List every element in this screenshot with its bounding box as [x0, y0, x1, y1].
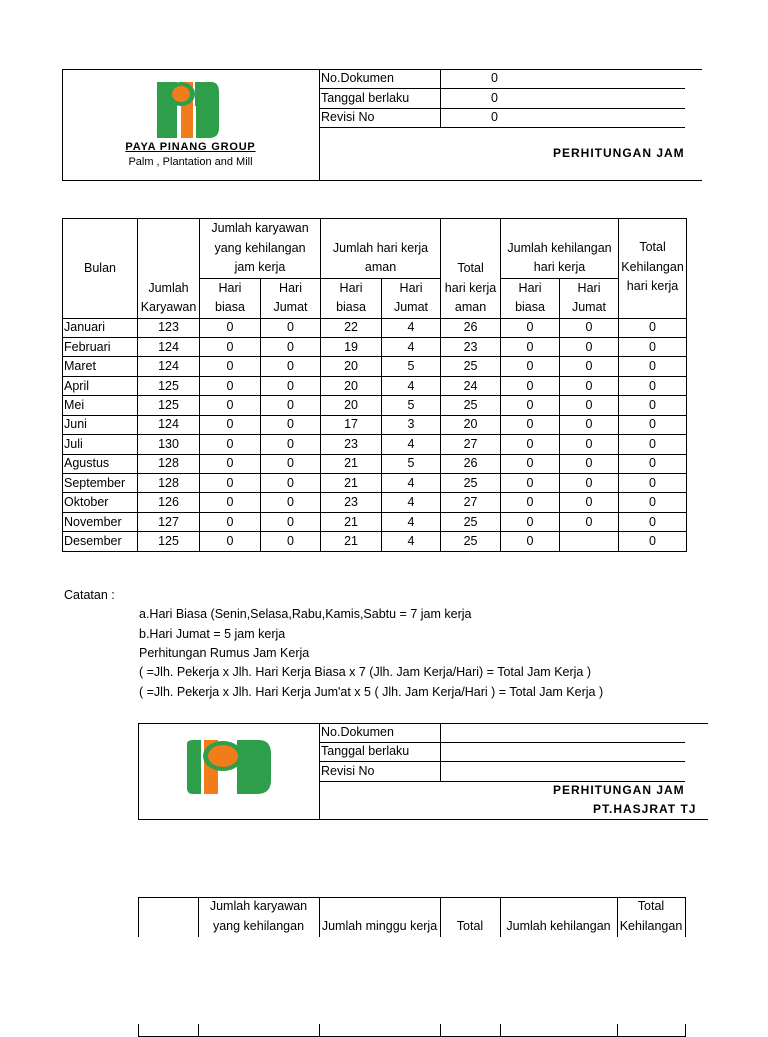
value-cell: 0 [501, 318, 560, 337]
value-cell: 0 [501, 493, 560, 512]
doc-no-value: 0 [491, 71, 498, 85]
value-cell: 0 [619, 357, 687, 376]
value-cell: 27 [441, 493, 501, 512]
company-logo [155, 80, 221, 140]
value-cell: 0 [200, 532, 261, 551]
value-cell: 20 [441, 415, 501, 434]
month-cell: April [63, 376, 138, 395]
value-cell: 0 [560, 318, 619, 337]
col-employees: Jumlah Karyawan [138, 219, 200, 319]
month-cell: Januari [63, 318, 138, 337]
value-cell: 0 [501, 435, 560, 454]
value-cell: 0 [560, 435, 619, 454]
effective-date-label: Tanggal berlaku [321, 91, 410, 105]
sub-hari-biasa: Hari biasa [200, 278, 261, 318]
value-cell: 0 [200, 435, 261, 454]
value-cell: 0 [560, 376, 619, 395]
value-cell: 0 [261, 376, 321, 395]
value-cell: 20 [321, 357, 382, 376]
value-cell: 0 [560, 415, 619, 434]
col-total-lost: Total Kehilangan hari kerja [619, 219, 687, 319]
effective-date-label-2: Tanggal berlaku [321, 744, 410, 758]
table-row [63, 474, 687, 493]
value-cell: 4 [382, 512, 441, 531]
value-cell: 0 [200, 474, 261, 493]
revision-label-2: Revisi No [321, 764, 375, 778]
value-cell: 0 [560, 396, 619, 415]
value-cell: 0 [261, 435, 321, 454]
value-cell: 26 [441, 454, 501, 473]
value-cell: 4 [382, 318, 441, 337]
value-cell: 128 [138, 454, 200, 473]
value-cell: 126 [138, 493, 200, 512]
table-row [63, 376, 687, 395]
value-cell: 0 [619, 415, 687, 434]
month-cell: Juli [63, 435, 138, 454]
note-line-3: Perhitungan Rumus Jam Kerja [139, 646, 310, 660]
company-name: PAYA PINANG GROUP [125, 141, 256, 153]
value-cell: 24 [441, 376, 501, 395]
value-cell: 128 [138, 474, 200, 493]
value-cell: 27 [441, 435, 501, 454]
document-title-2: PERHITUNGAN JAM [553, 783, 685, 797]
company-logo-2 [185, 738, 273, 796]
value-cell: 25 [441, 474, 501, 493]
col-lost-employees: Jumlah karyawan yang kehilangan jam kerja [200, 219, 321, 279]
value-cell: 17 [321, 415, 382, 434]
value-cell: 4 [382, 435, 441, 454]
value-cell: 5 [382, 396, 441, 415]
col-lost-days: Jumlah kehilangan hari kerja [501, 219, 619, 279]
table-row [63, 318, 687, 337]
table-row [63, 415, 687, 434]
month-cell: November [63, 512, 138, 531]
t2-total-lost-2: Kehilangan [619, 919, 683, 933]
note-line-5: ( =Jlh. Pekerja x Jlh. Hari Kerja Jum'at x 5 ( Jlh. Jam Kerja/Hari ) = Total Jam Kerja ) [139, 685, 604, 699]
value-cell: 5 [382, 357, 441, 376]
value-cell: 0 [200, 376, 261, 395]
value-cell: 0 [501, 337, 560, 356]
value-cell: 127 [138, 512, 200, 531]
col-safe-days: Jumlah hari kerja aman [321, 219, 441, 279]
value-cell: 0 [560, 337, 619, 356]
value-cell: 124 [138, 415, 200, 434]
value-cell: 0 [619, 493, 687, 512]
page-fade [0, 937, 768, 1024]
sub-hari-biasa: Hari biasa [501, 278, 560, 318]
value-cell: 23 [321, 493, 382, 512]
table-row [63, 493, 687, 512]
value-cell: 0 [261, 512, 321, 531]
value-cell: 0 [261, 337, 321, 356]
value-cell: 25 [441, 357, 501, 376]
t2-lost-employees-1: Jumlah karyawan [209, 899, 308, 913]
col-month: Bulan [63, 219, 138, 319]
value-cell: 0 [261, 357, 321, 376]
value-cell: 0 [261, 396, 321, 415]
value-cell: 21 [321, 454, 382, 473]
doc-no-label-2: No.Dokumen [321, 725, 394, 739]
t2-lost-employees-2: yang kehilangan [212, 919, 305, 933]
value-cell: 0 [261, 474, 321, 493]
month-cell: Februari [63, 337, 138, 356]
value-cell: 0 [501, 357, 560, 376]
header-divider [319, 69, 320, 181]
value-cell: 21 [321, 532, 382, 551]
t2-weeks: Jumlah minggu kerja [321, 919, 438, 933]
table-row [63, 396, 687, 415]
value-cell: 25 [441, 396, 501, 415]
value-cell: 0 [560, 357, 619, 376]
t2-total: Total [456, 919, 484, 933]
revision-value: 0 [491, 110, 498, 124]
table-row [63, 337, 687, 356]
value-cell: 4 [382, 337, 441, 356]
value-cell: 0 [200, 415, 261, 434]
value-cell: 0 [619, 435, 687, 454]
note-line-4: ( =Jlh. Pekerja x Jlh. Hari Kerja Biasa x 7 (Jlh. Jam Kerja/Hari) = Total Jam Kerja ) [139, 665, 592, 679]
month-cell: Maret [63, 357, 138, 376]
value-cell: 4 [382, 493, 441, 512]
value-cell: 0 [200, 357, 261, 376]
value-cell: 0 [619, 318, 687, 337]
month-cell: Desember [63, 532, 138, 551]
value-cell: 21 [321, 474, 382, 493]
document-title: PERHITUNGAN JAM [553, 146, 685, 160]
value-cell: 0 [619, 474, 687, 493]
value-cell: 22 [321, 318, 382, 337]
sub-hari-jumat: Hari Jumat [261, 278, 321, 318]
value-cell: 4 [382, 532, 441, 551]
value-cell: 0 [261, 493, 321, 512]
value-cell: 0 [560, 493, 619, 512]
value-cell [560, 532, 619, 551]
month-cell: Oktober [63, 493, 138, 512]
value-cell: 23 [441, 337, 501, 356]
value-cell: 0 [501, 474, 560, 493]
value-cell: 23 [321, 435, 382, 454]
col-total-safe: Total hari kerja aman [441, 219, 501, 319]
table-row [63, 435, 687, 454]
value-cell: 25 [441, 532, 501, 551]
value-cell: 0 [560, 474, 619, 493]
value-cell: 3 [382, 415, 441, 434]
value-cell: 0 [200, 318, 261, 337]
value-cell: 0 [200, 337, 261, 356]
value-cell: 125 [138, 376, 200, 395]
value-cell: 0 [560, 512, 619, 531]
month-cell: Mei [63, 396, 138, 415]
value-cell: 20 [321, 376, 382, 395]
value-cell: 19 [321, 337, 382, 356]
value-cell: 0 [619, 396, 687, 415]
value-cell: 0 [501, 415, 560, 434]
value-cell: 123 [138, 318, 200, 337]
value-cell: 130 [138, 435, 200, 454]
value-cell: 0 [619, 454, 687, 473]
value-cell: 0 [200, 454, 261, 473]
value-cell: 25 [441, 512, 501, 531]
value-cell: 0 [200, 493, 261, 512]
value-cell: 0 [501, 532, 560, 551]
table-row [63, 532, 687, 551]
month-cell: Agustus [63, 454, 138, 473]
value-cell: 124 [138, 357, 200, 376]
effective-date-value: 0 [491, 91, 498, 105]
safe-hours-table [62, 218, 687, 552]
value-cell: 0 [501, 454, 560, 473]
value-cell: 0 [501, 376, 560, 395]
sub-hari-jumat: Hari Jumat [560, 278, 619, 318]
table-row [63, 454, 687, 473]
value-cell: 125 [138, 532, 200, 551]
value-cell: 0 [619, 512, 687, 531]
value-cell: 125 [138, 396, 200, 415]
value-cell: 26 [441, 318, 501, 337]
value-cell: 0 [619, 337, 687, 356]
value-cell: 0 [261, 454, 321, 473]
value-cell: 124 [138, 337, 200, 356]
note-line-2: b.Hari Jumat = 5 jam kerja [139, 627, 286, 641]
table-row [63, 512, 687, 531]
t2-lost: Jumlah kehilangan [506, 919, 611, 933]
table-row [63, 357, 687, 376]
revision-label: Revisi No [321, 110, 375, 124]
value-cell: 5 [382, 454, 441, 473]
value-cell: 0 [261, 415, 321, 434]
value-cell: 0 [261, 532, 321, 551]
note-line-1: a.Hari Biasa (Senin,Selasa,Rabu,Kamis,Sabtu = 7 jam kerja [139, 607, 472, 621]
value-cell: 4 [382, 376, 441, 395]
value-cell: 0 [261, 318, 321, 337]
notes-heading: Catatan : [64, 588, 115, 602]
sub-hari-biasa: Hari biasa [321, 278, 382, 318]
sub-hari-jumat: Hari Jumat [382, 278, 441, 318]
value-cell: 0 [200, 396, 261, 415]
value-cell: 0 [619, 532, 687, 551]
value-cell: 0 [560, 454, 619, 473]
value-cell: 20 [321, 396, 382, 415]
value-cell: 0 [501, 512, 560, 531]
value-cell: 21 [321, 512, 382, 531]
company-subtitle-2: PT.HASJRAT TJ [593, 802, 697, 816]
t2-total-lost-1: Total [637, 899, 665, 913]
month-cell: September [63, 474, 138, 493]
company-tagline: Palm , Plantation and Mill [128, 156, 253, 168]
value-cell: 0 [200, 512, 261, 531]
value-cell: 4 [382, 474, 441, 493]
value-cell: 0 [619, 376, 687, 395]
doc-no-label: No.Dokumen [321, 71, 394, 85]
value-cell: 0 [501, 396, 560, 415]
month-cell: Juni [63, 415, 138, 434]
